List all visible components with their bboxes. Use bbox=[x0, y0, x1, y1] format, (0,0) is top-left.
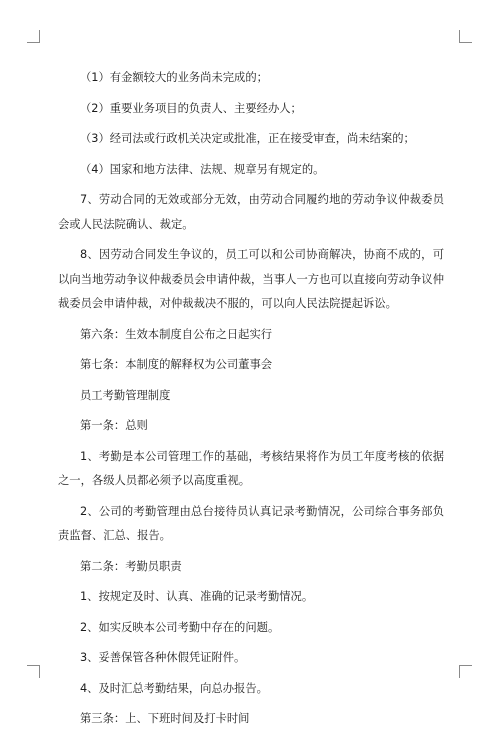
paragraph: （2）重要业务项目的负责人、主要经办人； bbox=[80, 101, 302, 115]
crop-mark-bottom-left bbox=[27, 665, 40, 678]
paragraph: 1、按规定及时、认真、准确的记录考勤情况。 bbox=[80, 590, 314, 603]
paragraph: 2、如实反映本公司考勤中存在的问题。 bbox=[80, 620, 280, 634]
crop-mark-bottom-right bbox=[459, 665, 472, 678]
paragraph: 第三条：上、下班时间及打卡时间 bbox=[80, 712, 250, 725]
paragraph: 1、考勤是本公司管理工作的基础，考核结果将作为员工年度考核的依据之一，各级人员都必须予以高度重视。 bbox=[58, 449, 444, 487]
paragraph: 第二条：考勤员职责 bbox=[80, 559, 182, 573]
paragraph: （1）有金额较大的业务尚未完成的； bbox=[80, 71, 268, 84]
paragraph: 7、劳动合同的无效或部分无效，由劳动合同履约地的劳动争议仲裁委员会或人民法院确认、裁定。 bbox=[58, 193, 444, 231]
paragraph: 3、妥善保管各种休假凭证附件。 bbox=[80, 651, 246, 664]
paragraph: 2、公司的考勤管理由总台接待员认真记录考勤情况，公司综合事务部负责监督、汇总、报告。 bbox=[58, 504, 444, 542]
paragraph: 第六条：生效本制度自公布之日起实行 bbox=[80, 327, 273, 341]
document-body bbox=[58, 66, 444, 732]
paragraph: 第七条：本制度的解释权为公司董事会 bbox=[80, 358, 273, 371]
paragraph: （4）国家和地方法律、法规、规章另有规定的。 bbox=[80, 162, 325, 176]
paragraph: 第一条：总则 bbox=[80, 419, 148, 432]
paragraph: 8、因劳动合同发生争议的，员工可以和公司协商解决，协商不成的，可以向当地劳动争议仲裁委员会申请仲裁，当事人一方也可以直接向劳动争议仲裁委员会申请仲裁，对仲裁裁决不服的，可以向人民法院提起诉讼。 bbox=[58, 248, 444, 310]
section-title: 员工考勤管理制度 bbox=[80, 388, 171, 402]
crop-mark-top-left bbox=[27, 30, 40, 43]
crop-mark-top-right bbox=[459, 30, 472, 43]
paragraph: （3）经司法或行政机关决定或批准，正在接受审查，尚未结案的； bbox=[80, 132, 415, 145]
paragraph: 4、及时汇总考勤结果，向总办报告。 bbox=[80, 681, 268, 695]
